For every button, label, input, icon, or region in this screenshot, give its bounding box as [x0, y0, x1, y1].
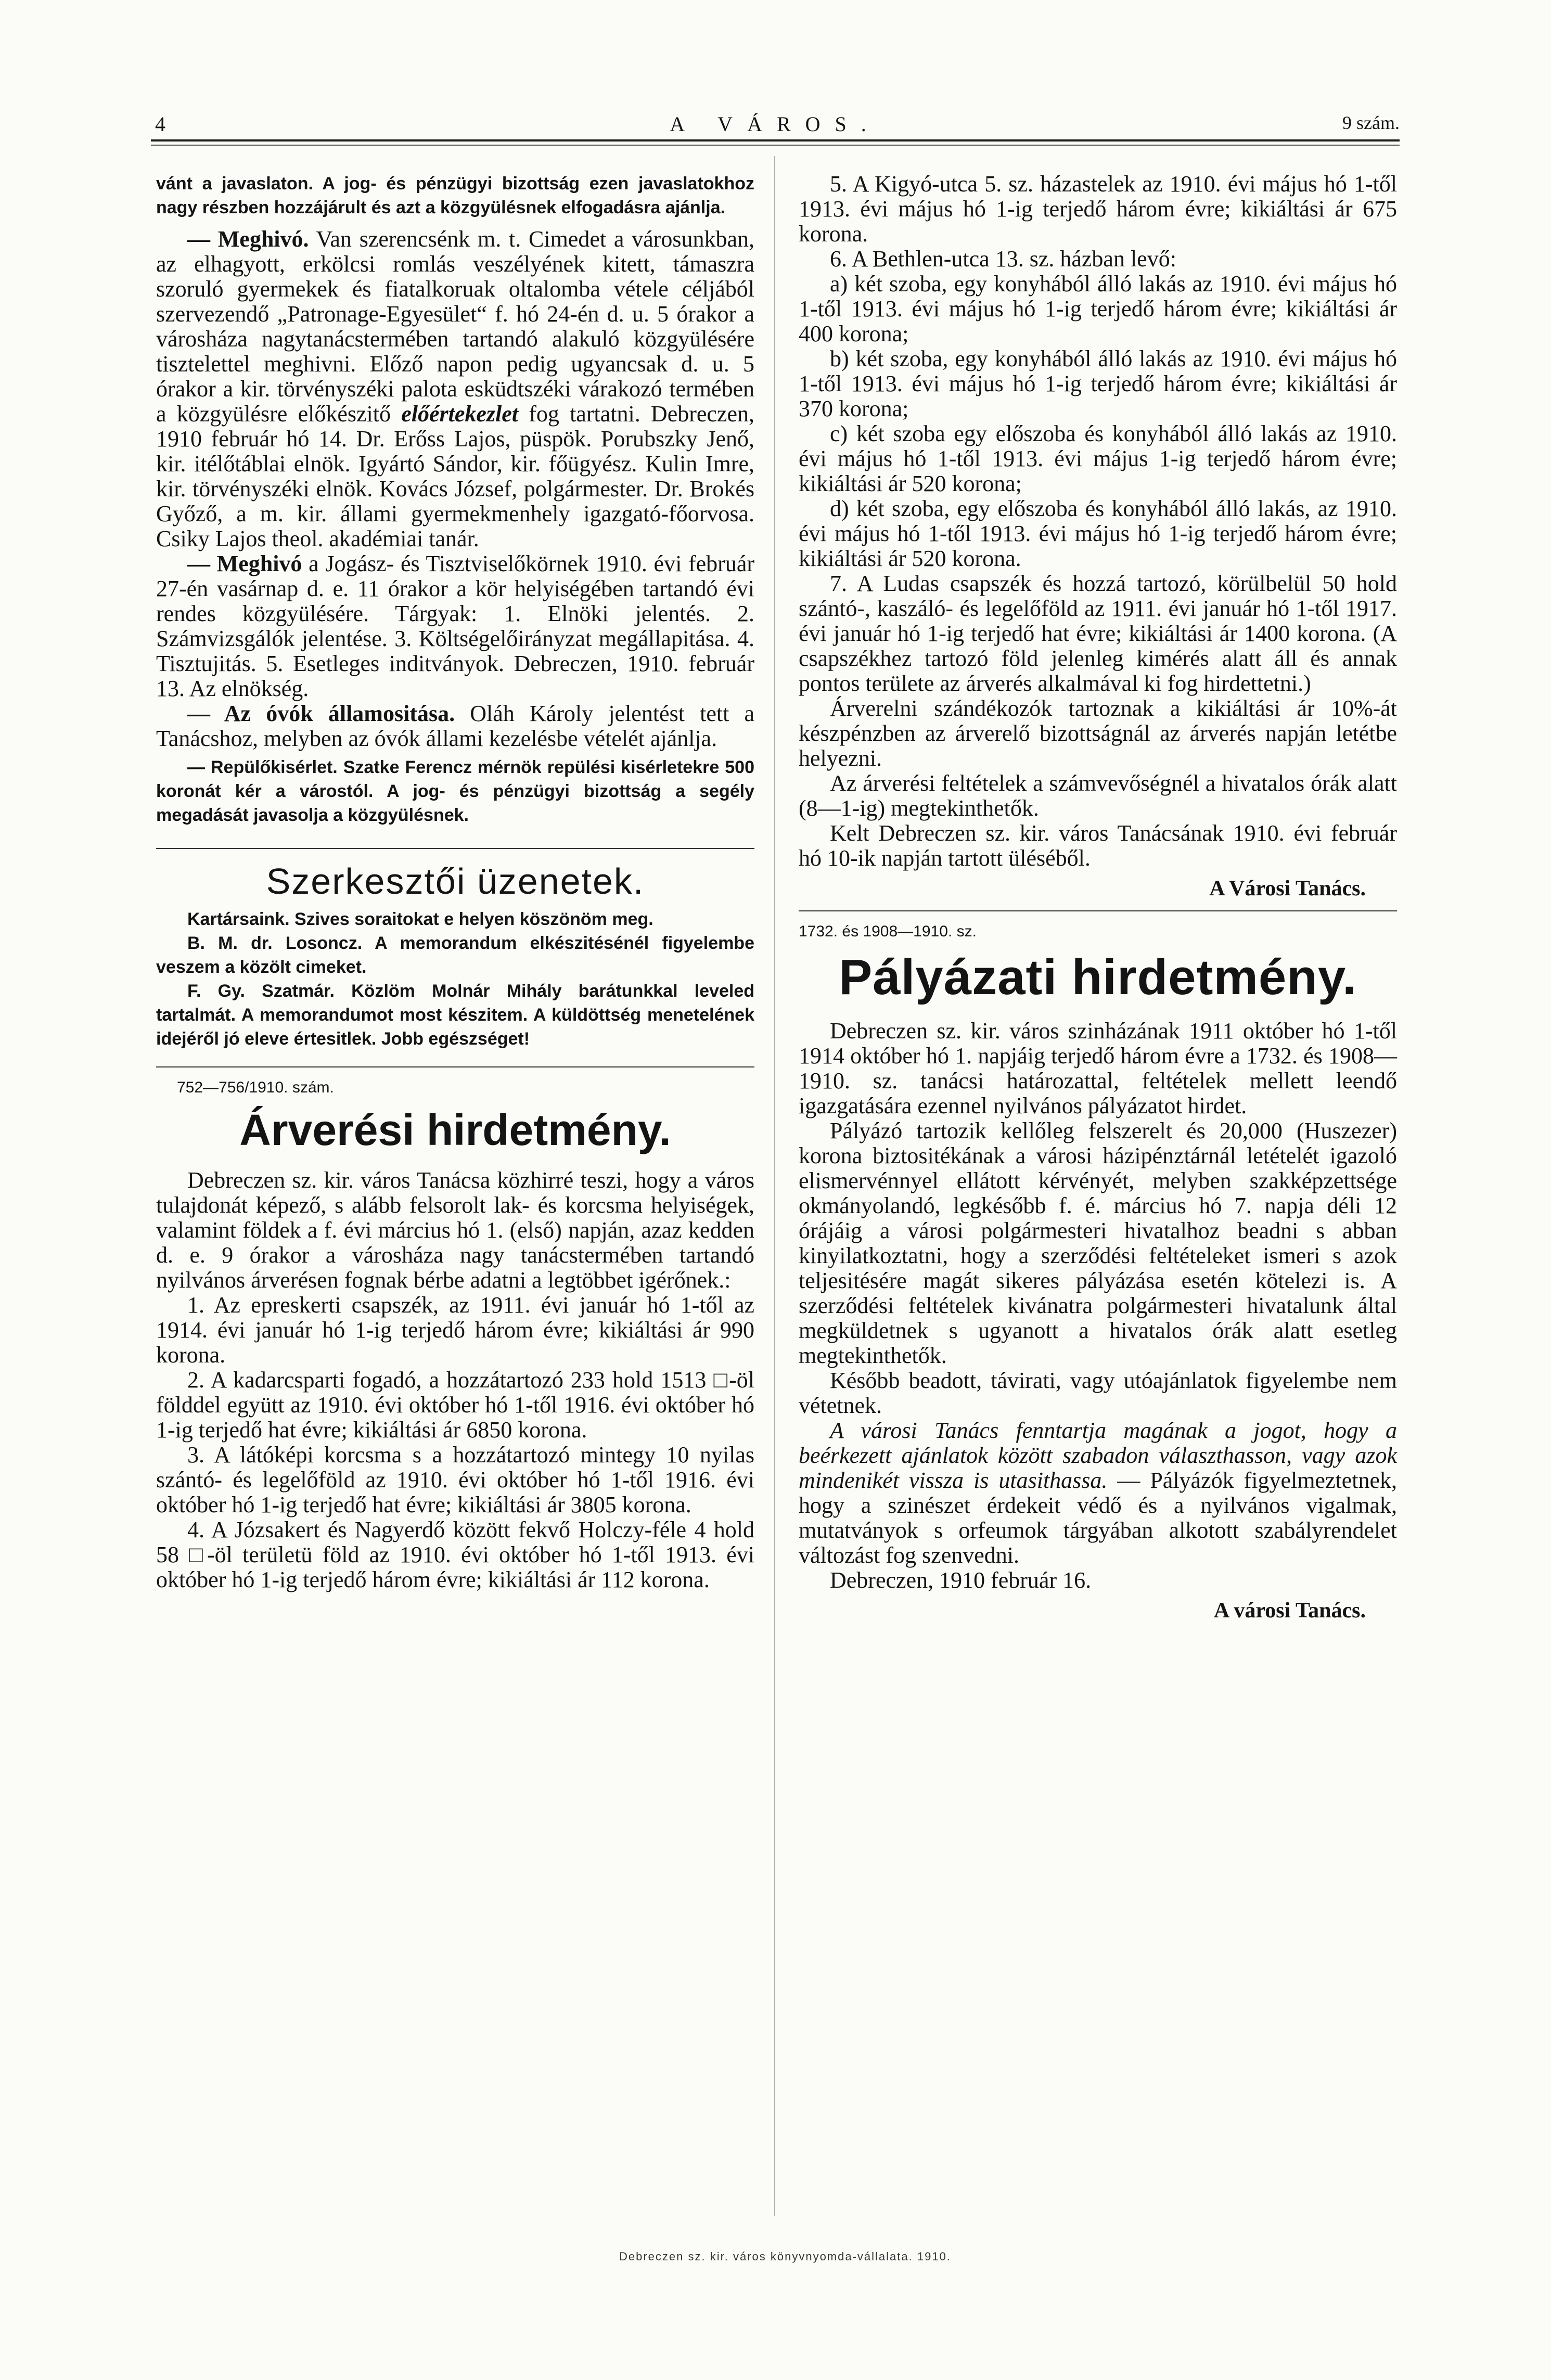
arveres-item: 3. A látóképi korcsma s a hozzátartozó mintegy 10 nyilas szántó- és legelőföld az 1910. évi október hó 1-től 1916. évi október hó 1-ig terjedő hat évre; kikiáltási ár 3805 korona. [156, 1442, 754, 1517]
intro-paragraph: vánt a javaslaton. A jog- és pénzügyi bizottság ezen javaslatokhoz nagy részben hozzájárult és azt a közgyülésnek elfogadásra ajánlja. [156, 174, 754, 217]
ovok-paragraph [156, 701, 754, 751]
szerk-lead: B. M. dr. Losoncz. [187, 933, 363, 953]
arveres-subitem: d) két szoba, egy előszoba és konyhából álló lakás, az 1910. évi május hó 1-től 1913. évi május hó 1-ig terjedő három évre; kikiáltási ár 520 korona. [799, 496, 1397, 571]
repulo-paragraph [156, 755, 754, 827]
ovok-text: Oláh Károly jelentést tett a Tanácshoz, melyben az óvók állami kezelésbe vételét ajánlja. [156, 701, 754, 751]
elertekezlet-emph: előértekezlet [401, 401, 518, 427]
szerk-text: A memorandum elkészitésénél figyelembe veszem a közölt cimeket. [156, 933, 754, 977]
arveres-item: 4. A Józsakert és Nagyerdő között fekvő Holczy-féle 4 hold 58 □-öl területü föld az 1910. évi október hó 1-től 1913. évi október hó 1-ig terjedő három évre; kikiáltási ár 112 korona. [156, 1517, 754, 1592]
ovok-lead: — Az óvók államositása. [187, 701, 455, 726]
arveres-subitem: c) két szoba egy előszoba és konyhából álló lakás az 1910. évi május hó 1-től 1913. évi május 1-ig terjedő három évre; kikiáltási ár 520 korona; [799, 421, 1397, 496]
palyazat-italic: A városi Tanács fenntartja magának a jogot, hogy a beérkezett ajánlatok között szabadon választhasson, vagy azok mindenikét vissza is utasithassa. [799, 1418, 1397, 1493]
right-column [799, 172, 1397, 1623]
section-separator [156, 1066, 754, 1067]
section-separator [156, 848, 754, 849]
printer-footer: Debreczen sz. kir. város könyvnyomda-vállalata. 1910. [619, 2250, 951, 2263]
header-rule-thin [151, 145, 1400, 146]
arveres-subitem: a) két szoba, egy konyhából álló lakás az 1910. évi május hó 1-től 1913. évi május hó 1-ig terjedő három évre; kikiáltási ár 400 korona; [799, 271, 1397, 346]
arveres-item: 2. A kadarcsparti fogadó, a hozzátartozó 233 hold 1513 □-öl földdel együtt az 1910. évi október hó 1-től 1916. évi október hó 1-ig terjedő hat évre; kikiáltási ár 6850 korona. [156, 1367, 754, 1443]
meghivo2-lead: — Meghivó [187, 551, 302, 576]
arveres-item: 7. A Ludas csapszék és hozzá tartozó, körülbelül 50 hold szántó-, kaszáló- és legelőföld az 1911. évi január hó 1-től 1917. évi január hó 1-ig terjedő hat évre; kikiáltási ár 1400 korona. (A csapszékhez tartozó föld jelenleg kimérés alatt áll és annak pontos területe az árverés alkalmával ki fog hirdettetni.) [799, 571, 1397, 696]
szerk-lead: F. Gy. Szatmár. [187, 981, 335, 1001]
szerk-text: Szives soraitokat e helyen köszönöm meg. [289, 909, 653, 929]
meghivo-text: Van szerencsénk m. t. Cimedet a városunkban, az elhagyott, erkölcsi romlás veszélyének kitett, támaszra szoruló gyermekek és fiatalkoruak oltalomba vétele céljából szervezendő „Patronage-Egyesület“ f. hó 24-én d. u. 5 órakor a városháza nagytanácstermében tartandó alakuló közgyülésére tisztelettel meghivni. Előző napon pedig ugyancsak d. u. 5 órakor a kir. törvényszéki palota esküdtszéki várakozó termében a közgyülésre előkészitő [156, 226, 754, 427]
palyazat-reference: 1732. és 1908—1910. sz. [799, 923, 977, 940]
palyazat-reserve [799, 1418, 1397, 1568]
arveres-item: 5. A Kigyó-utca 5. sz. házastelek az 1910. évi május hó 1-től 1913. évi május hó 1-ig terjedő három évre; kikiáltási ár 675 korona. [799, 171, 1397, 247]
arveres-reference: 752—756/1910. szám. [177, 1079, 334, 1096]
palyazat-date: Debreczen, 1910 február 16. [830, 1567, 1092, 1593]
arveres-item: 1. Az epreskerti csapszék, az 1911. évi január hó 1-től az 1914. évi január hó 1-ig terjedő három évre; kikiáltási ár 990 korona. [156, 1292, 754, 1368]
page-number: 4 [155, 112, 165, 136]
szerk-lead: Kartársaink. [187, 909, 290, 929]
issue-number: 9 szám. [1342, 112, 1400, 133]
palyazat-warning: — Pályázók figyelmeztetnek, hogy a szinészet érdekeit védő és a nyilvános vigalmak, mutatványok s orfeumok tárgyában alkotott szabályrendelet változást fog szenvedni. [799, 1468, 1397, 1568]
arveres-paragraph: Árverelni szándékozók tartoznak a kikiáltási ár 10%-át készpénzben az árverelő bizottságnál az árverés napján letétbe helyezni. [799, 696, 1397, 771]
signature-varosi-tanacs: A Városi Tanács. [1209, 877, 1366, 900]
szerk-item [156, 907, 754, 931]
meghivo-lead: — Meghivó. [187, 226, 309, 252]
palyazat-headline: Pályázati hirdetmény. [839, 949, 1357, 1005]
palyazat-paragraph: Később beadott, távirati, vagy utóajánlatok figyelembe nem vétetnek. [799, 1368, 1397, 1418]
meghivo-jogasz [156, 551, 754, 701]
szerkesztoi-title: Szerkesztői üzenetek. [266, 861, 645, 902]
arveres-headline: Árverési hirdetmény. [239, 1105, 671, 1154]
arveres-item: 6. A Bethlen-utca 13. sz. házban levő: [830, 246, 1176, 272]
szerk-item [156, 979, 754, 1051]
arveres-subitem: b) két szoba, egy konyhából álló lakás az 1910. évi május hó 1-től 1913. évi május hó 1-ig terjedő három évre; kikiáltási ár 370 korona; [799, 346, 1397, 421]
arveres-paragraph: Debreczen sz. kir. város Tanácsa közhirré teszi, hogy a város tulajdonát képező, s alább felsorolt lak- és korcsma helyiségek, valamint földek a f. évi március hó 1. (első) napján, azaz kedden d. e. 9 órakor a városháza nagy tanácstermében tartandó nyilvános árverésen fognak bérbe adatni a legtöbbet igérőnek.: [156, 1167, 754, 1293]
repulo-text: Szatke Ferencz mérnök repülési kisérletekre 500 koronát kér a várostól. A jog- és pénzügyi bizottság a segély megadását javasolja a közgyülésnek. [156, 757, 754, 825]
palyazat-paragraph: Pályázó tartozik kellőleg felszerelt és 20,000 (Huszezer) korona biztositékának a városi házipénztárnál letételét igazoló elismervénnyel ellátott kérvényét, melyben szakképzettsége okmányolandó, legkésőbb f. é. március hó 7. napja déli 12 órájáig a városi polgármesteri hivatalhoz beadni s abban kinyilatkoztatni, hogy a szerződési feltételeket ismeri s azok teljesitésére magát sikeres pályázása esetén kötelezi is. A szerződési feltételek kivánatra polgármesteri hivatalunk által megküldetnek s ugyanott a hivatalos órák alatt esetleg megtekinthetők. [799, 1118, 1397, 1368]
meghivo2-text: a Jogász- és Tisztviselőkörnek 1910. évi február 27-én vasárnap d. e. 11 órakor a kör helyiségében tartandó évi rendes közgyülésére. Tárgyak: 1. Elnöki jelentés. 2. Számvizsgálók jelentése. 3. Költségelőirányzat megállapitása. 4. Tisztujitás. 5. Esetleges inditványok. Debreczen, 1910. február 13. Az elnökség. [156, 551, 754, 701]
szerk-item [156, 931, 754, 979]
column-divider [774, 156, 775, 2216]
meghivo-patronage [156, 227, 754, 551]
palyazat-paragraph: Debreczen sz. kir. város szinházának 1911 október hó 1-től 1914 október hó 1. napjáig terjedő három évre a 1732. és 1908—1910. sz. tanácsi határozattal, feltételek mellett leendő igazgatására ezennel nyilvános pályázatot hirdet. [799, 1018, 1397, 1118]
signature-varosi-tanacs-2: A városi Tanács. [1213, 1599, 1366, 1623]
section-separator [799, 910, 1397, 911]
repulo-lead: — Repülőkisérlet. [187, 757, 338, 777]
arveres-paragraph: Kelt Debreczen sz. kir. város Tanácsának 1910. évi február hó 10-ik napján tartott üléséből. [799, 820, 1397, 871]
arveres-paragraph: Az árverési feltételek a számvevőségnél a hivatalos órák alatt (8—1-ig) megtekinthetők. [799, 770, 1397, 821]
szerk-text: Közlöm Molnár Mihály barátunkkal leveled tartalmát. A memorandumot most készitem. A küldöttség menetelének idejéről jó eleve értesitlek. Jobb egészséget! [156, 981, 754, 1049]
header-rule [151, 139, 1400, 141]
newspaper-title: A VÁROS. [670, 112, 881, 136]
page-header [151, 112, 1400, 148]
left-column [156, 172, 754, 1592]
meghivo-text-2: fog tartatni. Debreczen, 1910 február hó 14. Dr. Erőss Lajos, püspök. Porubszky Jenő, kir. itélőtáblai elnök. Igyártó Sándor, kir. főügyész. Kulin Imre, kir. törvényszéki elnök. Kovács József, polgármester. Dr. Brokés Győző, a m. kir. állami gyermekmenhely igazgató-főorvosa. Csiky Lajos theol. akadémiai tanár. [156, 401, 754, 551]
